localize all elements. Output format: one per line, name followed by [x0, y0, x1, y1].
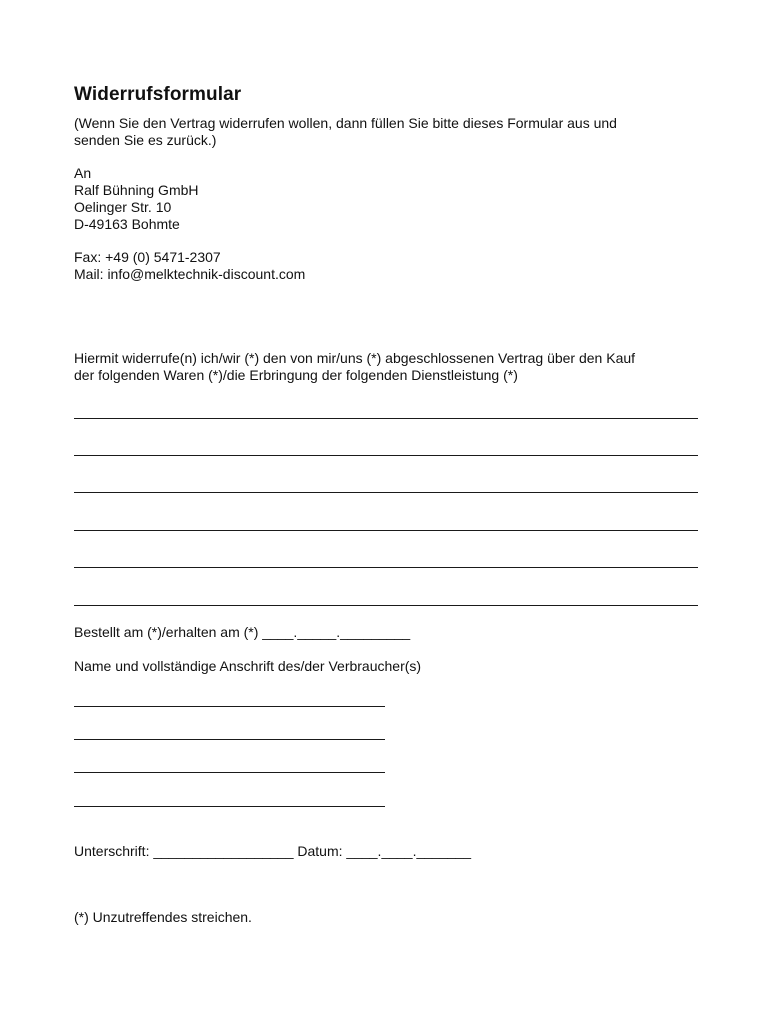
recipient-mail: Mail: info@melktechnik-discount.com	[74, 266, 306, 282]
consumer-address-line[interactable]	[74, 772, 385, 773]
recipient-city: D-49163 Bohmte	[74, 216, 180, 232]
consumer-address-line[interactable]	[74, 739, 385, 740]
consumer-address-line[interactable]	[74, 706, 385, 707]
intro-text-line-1: (Wenn Sie den Vertrag widerrufen wollen, dann füllen Sie bitte dieses Formular aus und	[74, 115, 617, 131]
form-title: Widerrufsformular	[74, 84, 242, 105]
footnote: (*) Unzutreffendes streichen.	[74, 909, 252, 925]
intro-text-line-2: senden Sie es zurück.)	[74, 132, 217, 148]
goods-entry-line[interactable]	[74, 492, 698, 493]
recipient-fax: Fax: +49 (0) 5471-2307	[74, 249, 221, 265]
goods-entry-line[interactable]	[74, 567, 698, 568]
recipient-street: Oelinger Str. 10	[74, 199, 172, 215]
declaration-line-1: Hiermit widerrufe(n) ich/wir (*) den von mir/uns (*) abgeschlossenen Vertrag über den Kauf	[74, 350, 636, 366]
goods-entry-line[interactable]	[74, 605, 698, 606]
recipient-company: Ralf Bühning GmbH	[74, 182, 199, 198]
declaration-line-2: der folgenden Waren (*)/die Erbringung der folgenden Dienstleistung (*)	[74, 367, 518, 383]
goods-entry-line[interactable]	[74, 455, 698, 456]
goods-entry-line[interactable]	[74, 418, 698, 419]
recipient-label: An	[74, 165, 92, 181]
ordered-received-date-field[interactable]: Bestellt am (*)/erhalten am (*) ____._____._________	[74, 624, 411, 640]
consumer-address-line[interactable]	[74, 806, 385, 807]
goods-entry-line[interactable]	[74, 530, 698, 531]
signature-date-field[interactable]: Unterschrift: __________________ Datum: ____.____._______	[74, 843, 471, 859]
consumer-address-label: Name und vollständige Anschrift des/der Verbraucher(s)	[74, 658, 422, 674]
